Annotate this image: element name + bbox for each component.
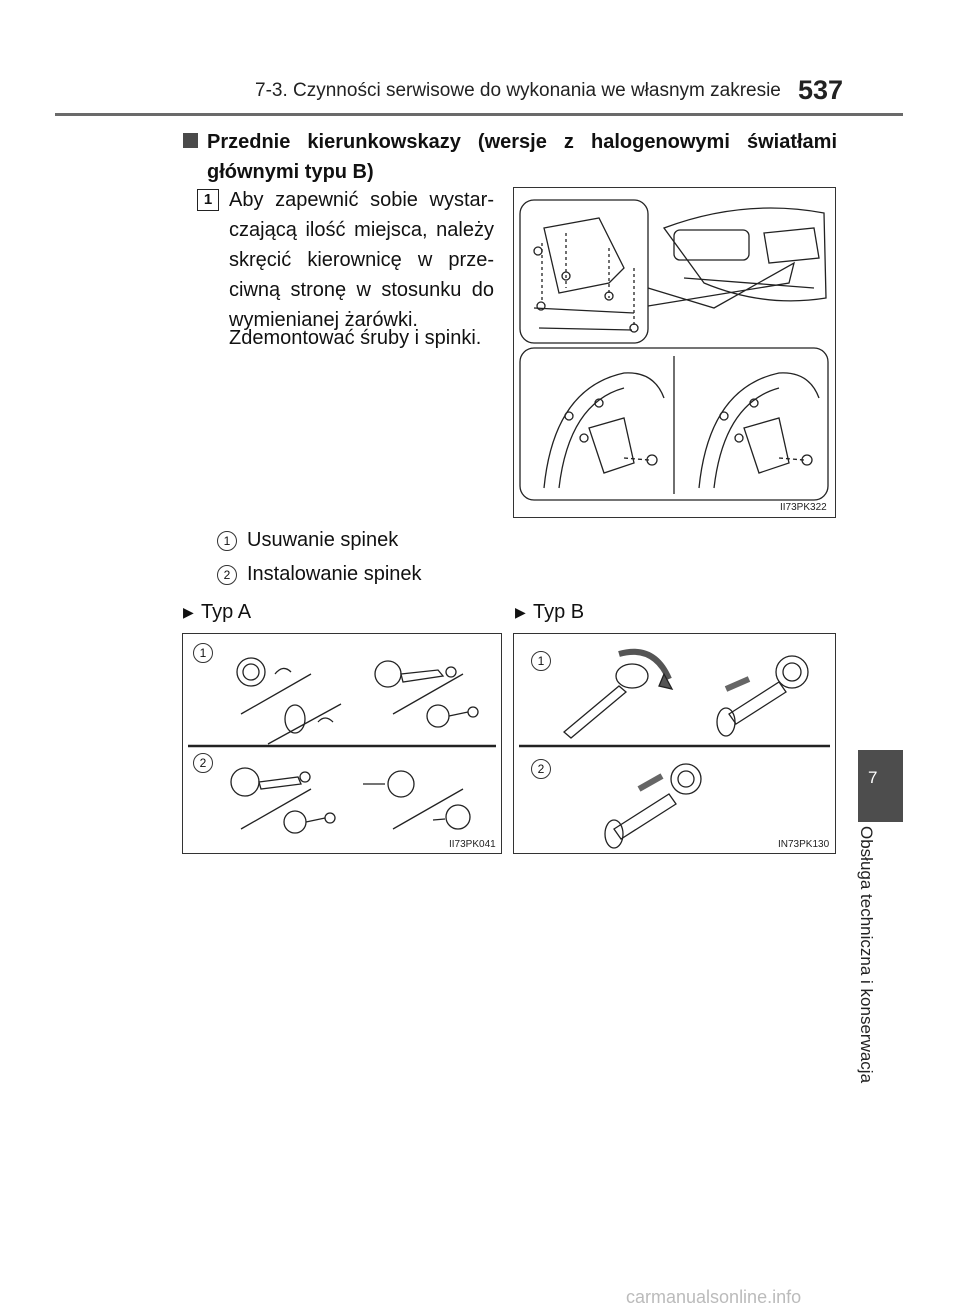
figure-code: II73PK041 [449, 839, 496, 850]
bumper-illustration [514, 188, 835, 517]
figure-row-number: 2 [531, 759, 551, 779]
section-title: Przednie kierunkowskazy (wersje z halogenowymi światłami głównymi typu B) [207, 131, 837, 183]
step-number: 1 [197, 189, 219, 211]
figure-row-number: 2 [193, 753, 213, 773]
figure-type-a [182, 633, 502, 854]
section-bullet-icon [183, 133, 198, 148]
triangle-arrow-icon: ▶ [183, 604, 194, 620]
legend-label: Usuwanie spinek [247, 529, 399, 551]
figure-code: II73PK322 [780, 502, 827, 513]
figure-row-number: 1 [193, 643, 213, 663]
page-number: 537 [798, 75, 844, 105]
figure-code: IN73PK130 [778, 839, 830, 850]
triangle-arrow-icon: ▶ [515, 604, 526, 620]
figure-type-b [513, 633, 836, 854]
legend-label: Instalowanie spinek [247, 563, 422, 585]
chapter-tab [858, 750, 903, 822]
chapter-side-label [858, 826, 903, 1176]
chapter-title: Obsługa techniczna i konserwacja [857, 826, 876, 1084]
legend-number: 1 [217, 531, 237, 551]
figure-row-number: 1 [531, 651, 551, 671]
clip-type-a-illustration [183, 634, 501, 853]
clip-type-b-illustration [514, 634, 835, 853]
step-text-secondary: Zdemontować śruby i spinki. [229, 327, 482, 349]
step-text: Aby zapewnić sobie wystar-czającą ilość miejsca, należy skręcić kierownicę w prze-ciwną stronę w stosunku do wymienianej żarówki. [229, 189, 494, 331]
type-label: Typ B [533, 601, 585, 623]
watermark: carmanualsonline.info [626, 1287, 802, 1307]
type-label: Typ A [201, 601, 252, 623]
legend-number: 2 [217, 565, 237, 585]
chapter-number: 7 [868, 768, 878, 787]
figure-front-bumper [513, 187, 836, 518]
running-header-title: 7-3. Czynności serwisowe do wykonania we własnym zakresie [255, 80, 781, 101]
header-rule [55, 113, 903, 116]
